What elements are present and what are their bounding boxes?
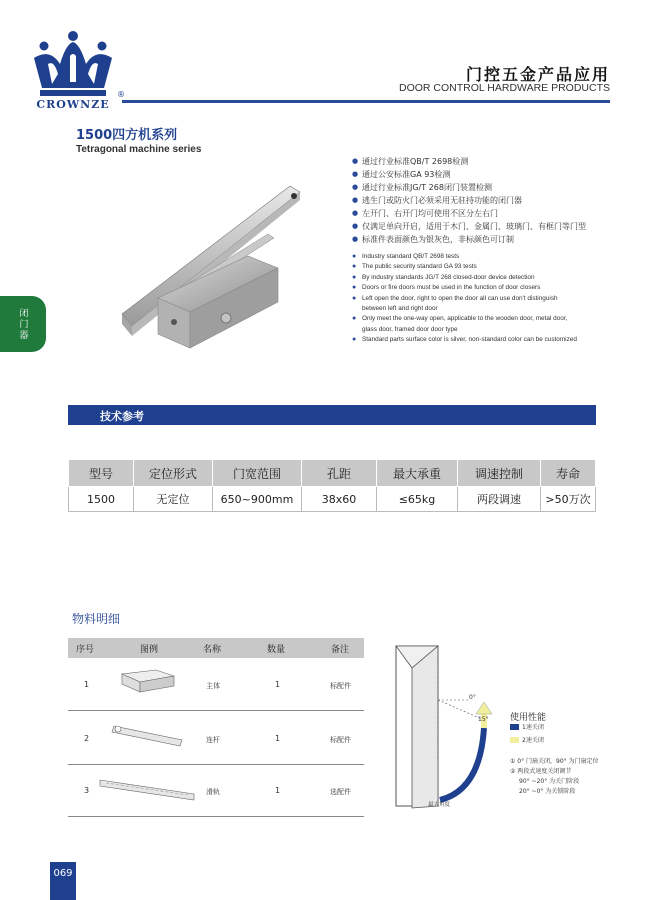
list-item: ● 通过行业标准JG/T 268闭门装置检测: [352, 183, 492, 192]
bullet-icon: ●: [352, 157, 359, 165]
side-tab-label: 闭门器: [17, 307, 28, 341]
table-cell: 650~900mm: [213, 487, 302, 512]
door-closer-product-image: [118, 178, 348, 358]
legend-label: 2速关闭: [522, 737, 544, 744]
list-item: ● The public security standard GA 93 tests: [352, 262, 622, 272]
list-item: ● Only meet the one-way open, applicable to the wooden door, metal door,: [352, 314, 622, 324]
series-title-cn: 1500四方机系列: [76, 128, 178, 143]
usage-title: 使用性能: [510, 713, 547, 723]
list-item: ● 逃生门或防火门必须采用无驻持功能的闭门器: [352, 196, 522, 205]
table-header: 孔距: [302, 460, 377, 487]
material-qty: 1: [275, 680, 281, 689]
material-name: 主体: [206, 682, 220, 690]
header-title-en: DOOR CONTROL HARDWARE PRODUCTS: [399, 82, 610, 94]
registered-mark: ®: [117, 90, 125, 99]
material-qty: 1: [275, 734, 281, 743]
max-angle-label: 最大角度: [428, 802, 451, 808]
bullet-icon: ●: [352, 315, 357, 323]
materials-title: 物料明细: [72, 612, 121, 626]
list-item: ● 通过公安标准GA 93检测: [352, 170, 451, 179]
list-item: glass door, framed door door type: [362, 325, 458, 333]
material-note: 标配件: [330, 736, 351, 744]
legend-swatch-speed1: [510, 724, 519, 730]
bullet-icon: ●: [352, 294, 357, 302]
angle-0-label: 0°: [469, 694, 476, 701]
table-header-row: [69, 460, 596, 487]
materials-header: 图例: [140, 645, 159, 655]
bullet-icon: ●: [352, 196, 359, 204]
material-note: 标配件: [330, 682, 351, 690]
header-divider: [122, 100, 610, 103]
list-item: ● 通过行业标准QB/T 2698检测: [352, 157, 469, 166]
bullet-icon: ●: [352, 336, 357, 344]
materials-header: 数量: [267, 645, 286, 655]
table-header: 定位形式: [134, 460, 213, 487]
table-header: 最大承重: [377, 460, 458, 487]
bullet-icon: ●: [352, 263, 357, 271]
table-cell: >50万次: [541, 487, 596, 512]
spec-table: [68, 459, 596, 512]
brand-name: CROWNZE: [36, 98, 110, 111]
material-no: 1: [84, 680, 90, 689]
material-qty: 1: [275, 786, 281, 795]
header-title-cn: 门控五金产品应用: [465, 65, 610, 84]
list-item: ● 左开门、右开门均可使用不区分左右门: [352, 209, 498, 218]
material-no: 3: [84, 786, 90, 795]
bullet-icon: ●: [352, 273, 357, 281]
material-no: 2: [84, 734, 90, 743]
table-row: [69, 487, 596, 512]
features-cn-list: [352, 155, 622, 246]
features-en-list: [352, 252, 622, 346]
closer-body-icon: [118, 668, 178, 694]
list-item: ● Industry standard QB/T 2698 tests: [352, 252, 622, 262]
bullet-icon: ●: [352, 235, 359, 243]
tech-section-bar: [68, 405, 596, 425]
side-tab-door-closer: [0, 296, 46, 352]
bullet-icon: ●: [352, 183, 359, 191]
list-item: between left and right door: [362, 305, 438, 313]
bullet-icon: ●: [352, 284, 357, 292]
list-item: ● 仅满足单向开启，适用于木门、金属门、玻璃门、有框门等门型: [352, 222, 586, 231]
bullet-icon: ●: [352, 253, 357, 260]
bullet-icon: ●: [352, 222, 359, 230]
page-number: 069: [50, 862, 76, 884]
list-item: ● By industry standards JG/T 268 closed-door device detection: [352, 273, 622, 283]
usage-note: ② 两段式速度关闭调节: [510, 768, 572, 775]
table-header: 型号: [69, 460, 134, 487]
material-name: 连杆: [206, 736, 220, 744]
table-cell: 无定位: [134, 487, 213, 512]
materials-header: 备注: [331, 645, 350, 655]
row-divider: [68, 710, 364, 711]
legend-label: 1速关闭: [522, 724, 544, 731]
materials-header: 序号: [76, 645, 95, 655]
table-header: 门宽范围: [213, 460, 302, 487]
legend-swatch-speed2: [510, 737, 519, 743]
list-item: ● Standard parts surface color is silver, non-standard color can be customized: [352, 335, 622, 345]
table-cell: 38x60: [302, 487, 377, 512]
slide-rail-icon: [98, 776, 198, 804]
row-divider: [68, 764, 364, 765]
material-name: 滑轨: [206, 788, 220, 796]
table-header: 寿命: [541, 460, 596, 487]
materials-header: 名称: [203, 645, 222, 655]
usage-note: ① 0° 门扇关闭，90° 为门扇定位: [510, 758, 599, 765]
list-item: ● Left open the door, right to open the door all can use don't distinguish: [352, 294, 622, 304]
table-cell: 两段调速: [458, 487, 541, 512]
series-title-en: Tetragonal machine series: [76, 144, 202, 155]
usage-note: 90° ~20° 为关门阶段: [519, 778, 580, 785]
tech-section-title: 技术参考: [100, 410, 144, 423]
list-item: ● 标准件表面颜色为银灰色，非标颜色可订制: [352, 235, 514, 244]
table-cell: 1500: [69, 487, 134, 512]
bullet-icon: ●: [352, 209, 359, 217]
usage-note: 20° ~0° 为关锁阶段: [519, 788, 576, 795]
page-number-bar: [50, 884, 76, 900]
bullet-icon: ●: [352, 170, 359, 178]
table-header: 调速控制: [458, 460, 541, 487]
list-item: ● Doors or fire doors must be used in the function of door closers: [352, 283, 622, 293]
arm-link-icon: [110, 722, 186, 748]
table-cell: ≤65kg: [377, 487, 458, 512]
row-divider: [68, 816, 364, 817]
material-note: 选配件: [330, 788, 351, 796]
angle-15-label: 15°: [478, 716, 489, 723]
